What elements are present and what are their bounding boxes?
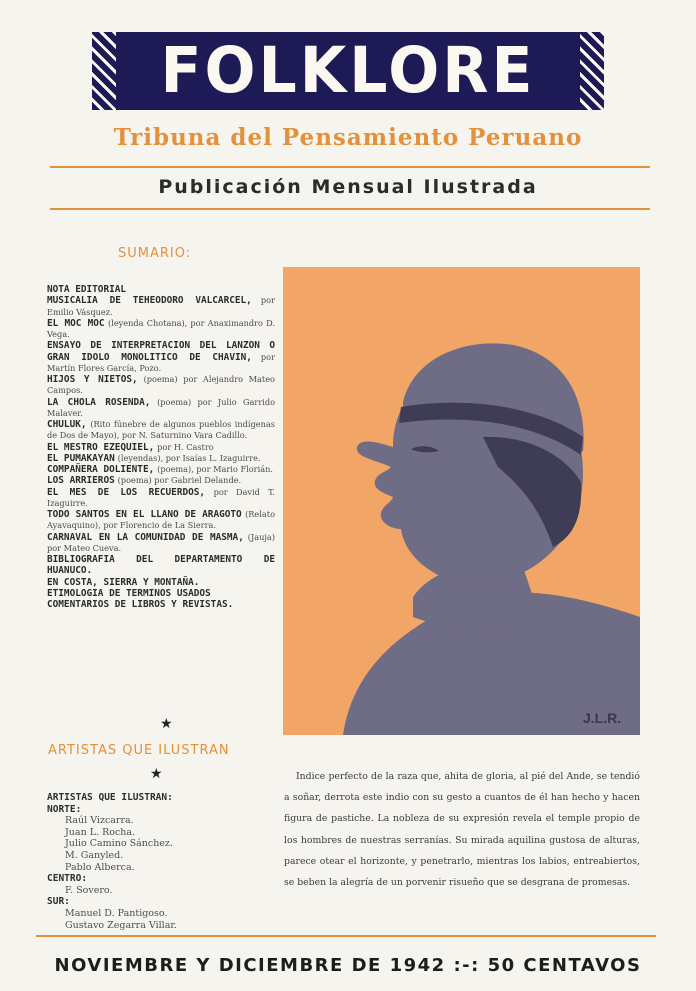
- artist-name: Julio Camino Sánchez.: [65, 838, 173, 850]
- entry-title: EL MES DE LOS RECUERDOS,: [47, 486, 206, 498]
- indigenous-man-profile-image: [283, 267, 640, 735]
- star-ornament: ★: [150, 766, 163, 782]
- table-of-contents: [47, 284, 275, 610]
- artist-name: Manuel D. Pantigoso.: [65, 907, 168, 919]
- artist-name: Raúl Vizcarra.: [65, 815, 134, 827]
- entry-title: COMENTARIOS DE LIBROS Y REVISTAS.: [47, 599, 234, 610]
- masthead-subtitle: Tribuna del Pensamiento Peruano: [113, 124, 583, 151]
- artistas-heading: ARTISTAS QUE ILUSTRAN: [48, 743, 230, 758]
- portrait-caption: Indice perfecto de la raza que, ahita de gloria, al pié del Ande, se tendió a soñar, derrota este indio con su gesto a cuantos de él han hecho y hacen figura de pastiche. La nobleza de su expresión revela el temple propio de los hombres de nuestras serranías. Su mirada aquilina gustosa de alturas, parece otear el horizonte, y penetrarlo, mientras los labios, entreabiertos, se beben la alegría de un porvenir risueño que se desgrana de promesas.: [284, 771, 640, 889]
- entry-title: HIJOS Y NIETOS,: [47, 374, 138, 385]
- star-ornament: ★: [160, 716, 173, 732]
- artists-label: ARTISTAS QUE ILUSTRAN:: [47, 792, 173, 803]
- sumario-entry: [47, 475, 275, 486]
- sumario-entry: [47, 318, 275, 341]
- sumario-entry: [47, 532, 275, 555]
- entry-author: por David T. Izaguirre.: [47, 486, 275, 508]
- artist-signature: J.L.R.: [583, 710, 622, 726]
- portrait-illustration: [283, 267, 640, 735]
- woven-pattern-left: [92, 32, 116, 110]
- entry-title: EL MESTRO EZEQUIEL,: [47, 441, 155, 453]
- entry-title: CARNAVAL EN LA COMUNIDAD DE MASMA,: [47, 531, 244, 543]
- sumario-heading: SUMARIO:: [118, 246, 192, 261]
- artist-name: M. Ganyled.: [65, 849, 124, 861]
- artist-name: Pablo Alberca.: [65, 861, 135, 873]
- sumario-entry: [47, 442, 275, 453]
- issue-date-price: NOVIEMBRE Y DICIEMBRE DE 1942 :-: 50 CENTAVOS: [54, 955, 642, 976]
- entry-author: (Relato Ayavaquino), por Florencio de La Sierra.: [47, 509, 276, 531]
- entry-author: por Emilio Vásquez.: [47, 295, 276, 317]
- entry-title: LOS ARRIEROS: [47, 475, 115, 487]
- sumario-entry: [47, 588, 275, 599]
- entry-title: ENSAYO DE INTERPRETACION DEL LANZON O GRAN IDOLO MONOLITICO DE CHAVIN,: [47, 340, 275, 363]
- entry-author: (poema) por Julio Garrido Malaver.: [47, 396, 276, 418]
- entry-title: EL MOC MOC: [47, 317, 105, 329]
- masthead-title: FOLKLORE: [160, 34, 536, 108]
- entry-title: BIBLIOGRAFIA DEL DEPARTAMENTO DE HUANUCO.: [47, 554, 275, 577]
- sumario-entry: [47, 397, 275, 420]
- entry-title: EL PUMAKAYAN: [47, 452, 115, 464]
- artists-list: [47, 792, 277, 931]
- entry-title: CHULUK,: [47, 419, 87, 430]
- sumario-entry: [47, 419, 275, 442]
- woven-pattern-right: [580, 32, 604, 110]
- sumario-entry: [47, 599, 275, 610]
- entry-author: por Martín Flores García, Pozo.: [47, 351, 275, 373]
- sumario-entry: [47, 464, 275, 475]
- sumario-entry: [47, 284, 275, 295]
- sumario-entry: [47, 509, 275, 532]
- sumario-entry: [47, 577, 275, 588]
- publication-line: Publicación Mensual Ilustrada: [158, 176, 538, 198]
- region-label-centro: CENTRO:: [47, 873, 88, 885]
- sumario-entry: [47, 453, 275, 464]
- rule-top: [50, 166, 650, 168]
- entry-author: (poema), por Mario Florián.: [157, 464, 273, 474]
- sumario-entry: [47, 295, 275, 318]
- entry-author: por H. Castro: [157, 441, 214, 452]
- entry-author: (leyendas), por Isaías L. Izaguirre.: [117, 452, 261, 463]
- entry-title: COMPAÑERA DOLIENTE,: [47, 464, 155, 475]
- sumario-entry: [47, 374, 275, 397]
- entry-title: NOTA EDITORIAL: [47, 284, 127, 295]
- entry-author: (leyenda Chotana), por Anaximandro D. Vega.: [47, 317, 275, 339]
- artist-name: Juan L. Rocha.: [65, 826, 136, 838]
- rule-below-publication: [50, 208, 650, 210]
- entry-author: (poema) por Alejandro Mateo Campos.: [47, 374, 275, 396]
- entry-author: (Jauja) por Mateo Cueva.: [47, 531, 276, 553]
- rule-above-footer: [36, 935, 656, 937]
- entry-author: (poema) por Gabriel Delande.: [117, 475, 242, 486]
- entry-author: (Rito fúnebre de algunos pueblos indígenas de Dos de Mayo), por N. Saturnino Vara Cadillo.: [47, 419, 275, 441]
- artist-name: F. Sovero.: [65, 884, 113, 896]
- region-label-norte: NORTE:: [47, 803, 82, 815]
- entry-title: TODO SANTOS EN EL LLANO DE ARAGOTO: [47, 509, 242, 520]
- artist-name: Gustavo Zegarra Villar.: [65, 919, 177, 931]
- region-label-sur: SUR:: [47, 896, 70, 908]
- masthead-banner: [92, 32, 604, 110]
- entry-title: EN COSTA, SIERRA Y MONTAÑA.: [47, 576, 200, 588]
- entry-title: ETIMOLOGIA DE TERMINOS USADOS: [47, 587, 211, 599]
- entry-title: MUSICALIA DE TEHEODORO VALCARCEL,: [47, 295, 252, 307]
- entry-title: LA CHOLA ROSENDA,: [47, 396, 151, 408]
- sumario-entry: [47, 487, 275, 510]
- sumario-entry: [47, 554, 275, 577]
- sumario-entry: [47, 340, 275, 374]
